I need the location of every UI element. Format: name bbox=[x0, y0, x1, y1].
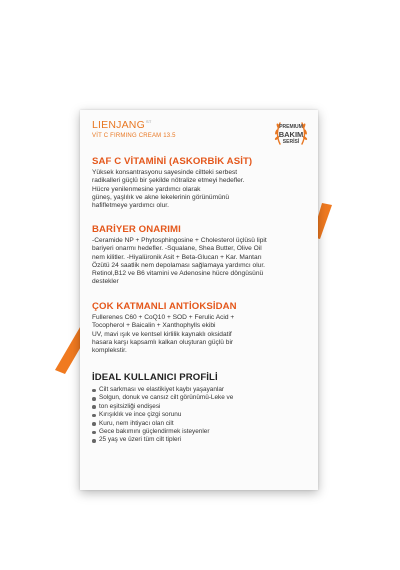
section-vitamin-c bbox=[92, 156, 310, 210]
profile-list bbox=[92, 386, 310, 445]
section-body: Fullerenes C60 + CoQ10 + SOD + Ferulic Acid + Tocopherol + Baicalin + Xanthophylls ekibi UV, mavi ışık ve kentsel kirlilik kaynaklı oksidatif hasara karşı kapsamlı kalkan oluşturan güçlü bir komplekstir. bbox=[92, 314, 235, 355]
list-item: Cilt sarkması ve elastikiyet kaybı yaşayanlar bbox=[92, 386, 310, 394]
brand-logo: $LIENJANG^{ST}$ bbox=[92, 119, 152, 131]
badge-line-bakim: BAKIM bbox=[278, 130, 304, 139]
section-title: SAF C VİTAMİNİ (ASKORBİK ASİT) bbox=[92, 156, 253, 167]
section-body: -Ceramide NP + Phytosphingosine + Cholesterol üçlüsü lipit bariyeri onarmı hedefler. -Squalane, Shea Butter, Olive Oil nem kilitler. -Hiyalüronik Asit + Beta-Glucan + Kar. Mantarı Özütü 24 saatlik nem depolaması sağlamaya yardımcı olur. Retinol,B12 ve B6 vitamini ve Adenosine hücre döngüsünü destekler bbox=[92, 237, 267, 286]
section-body: Yüksek konsantrasyonu sayesinde ciltteki serbest radikalleri güçlü bir şekilde nötralize etmeyi hedefler. Hücre yenilenmesine yardımcı olarak güneş, yaşlılık ve akne lekelerinin görünümünü hafifletmeye yardımcı olur. bbox=[92, 169, 245, 210]
list-item: ton eşitsizliği endişesi bbox=[92, 403, 310, 411]
list-item: Gece bakımını güçlendirmek isteyenler bbox=[92, 428, 310, 436]
section-user-profile bbox=[92, 372, 310, 445]
section-title: BARİYER ONARIMI bbox=[92, 224, 181, 235]
product-name: VİT C FIRMING CREAM 13.5 bbox=[92, 133, 176, 139]
list-item: Solgun, donuk ve cansız cilt görünümü-Leke ve bbox=[92, 394, 310, 402]
badge-line-serisi: SERİSİ bbox=[282, 139, 300, 145]
section-title: ÇOK KATMANLI ANTİOKSİDAN bbox=[92, 301, 237, 312]
product-info-card bbox=[80, 110, 318, 490]
list-item: Kuru, nem ihtiyacı olan cilt bbox=[92, 420, 310, 428]
section-title: İDEAL KULLANICI PROFİLİ bbox=[92, 372, 218, 383]
list-item: 25 yaş ve üzeri tüm cilt tipleri bbox=[92, 436, 310, 444]
list-item: Kırışıklık ve ince çizgi sorunu bbox=[92, 411, 310, 419]
badge-line-premium: PREMIUM bbox=[279, 124, 303, 130]
premium-badge bbox=[272, 114, 310, 152]
section-antioxidant bbox=[92, 301, 310, 355]
section-barrier-repair bbox=[92, 224, 310, 287]
